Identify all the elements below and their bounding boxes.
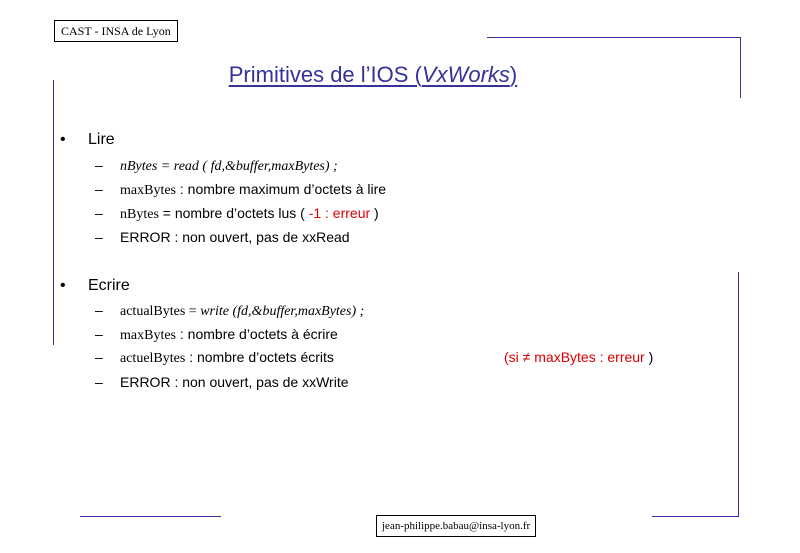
title-close: )	[509, 62, 518, 87]
item-actuelbytes	[95, 349, 334, 367]
dash: –	[95, 181, 103, 197]
note-text: si ≠ maxBytes : erreur	[508, 349, 645, 365]
read-signature: nBytes = read ( fd,&buffer,maxBytes) ;	[120, 159, 338, 174]
dash: –	[95, 229, 103, 245]
item-maxbytes-read	[95, 181, 386, 199]
code-term: maxBytes	[120, 183, 176, 198]
frame-bottom-left-line	[80, 516, 221, 517]
slide-title	[0, 62, 746, 88]
item-text: : nombre maximum d’octets à lire	[176, 181, 387, 197]
frame-bottom-right-line	[652, 516, 739, 517]
bullet-dot: •	[60, 277, 66, 294]
code-term: maxBytes	[120, 328, 176, 343]
item-error-write	[95, 374, 349, 390]
dash: –	[95, 302, 103, 318]
item-error-read	[95, 229, 350, 245]
title-italic: VxWorks	[421, 62, 510, 87]
bullet-lire	[60, 131, 115, 149]
item-write-call	[95, 302, 364, 320]
dash: –	[95, 326, 103, 342]
frame-right-lower-line	[738, 272, 739, 516]
item-maxbytes-write	[95, 326, 338, 344]
footer-email: jean-philippe.babau@insa-lyon.fr	[376, 515, 536, 537]
item-tail: )	[370, 205, 379, 221]
item-text: : nombre d’octets écrits	[185, 349, 334, 365]
write-signature: write (fd,&buffer,maxBytes) ;	[200, 304, 365, 319]
bullet-ecrire	[60, 277, 130, 295]
institution-label: CAST - INSA de Lyon	[54, 20, 178, 42]
item-text: : nombre d’octets à écrire	[176, 326, 338, 342]
frame-left-line	[53, 80, 54, 345]
dash: –	[95, 349, 103, 365]
code-term: nBytes	[120, 207, 159, 222]
note-open: (	[504, 349, 509, 365]
write-error-note	[504, 349, 653, 365]
item-text: ERROR : non ouvert, pas de xxWrite	[120, 374, 349, 390]
bullet-dot: •	[60, 131, 66, 148]
item-nbytes	[95, 205, 379, 223]
dash: –	[95, 374, 103, 390]
item-read-call	[95, 157, 338, 175]
code-term: actualBytes =	[120, 304, 201, 319]
error-value: -1 : erreur	[308, 205, 371, 221]
dash: –	[95, 157, 103, 173]
dash: –	[95, 205, 103, 221]
heading-lire: Lire	[88, 131, 115, 148]
code-term: actuelBytes	[120, 351, 186, 366]
note-close: )	[644, 349, 654, 365]
title-main: Primitives de l’IOS (	[228, 62, 422, 87]
frame-top-line	[487, 37, 741, 38]
item-text: ERROR : non ouvert, pas de xxRead	[120, 229, 350, 245]
heading-ecrire: Ecrire	[88, 277, 130, 294]
item-text: = nombre d’octets lus (	[158, 205, 309, 221]
